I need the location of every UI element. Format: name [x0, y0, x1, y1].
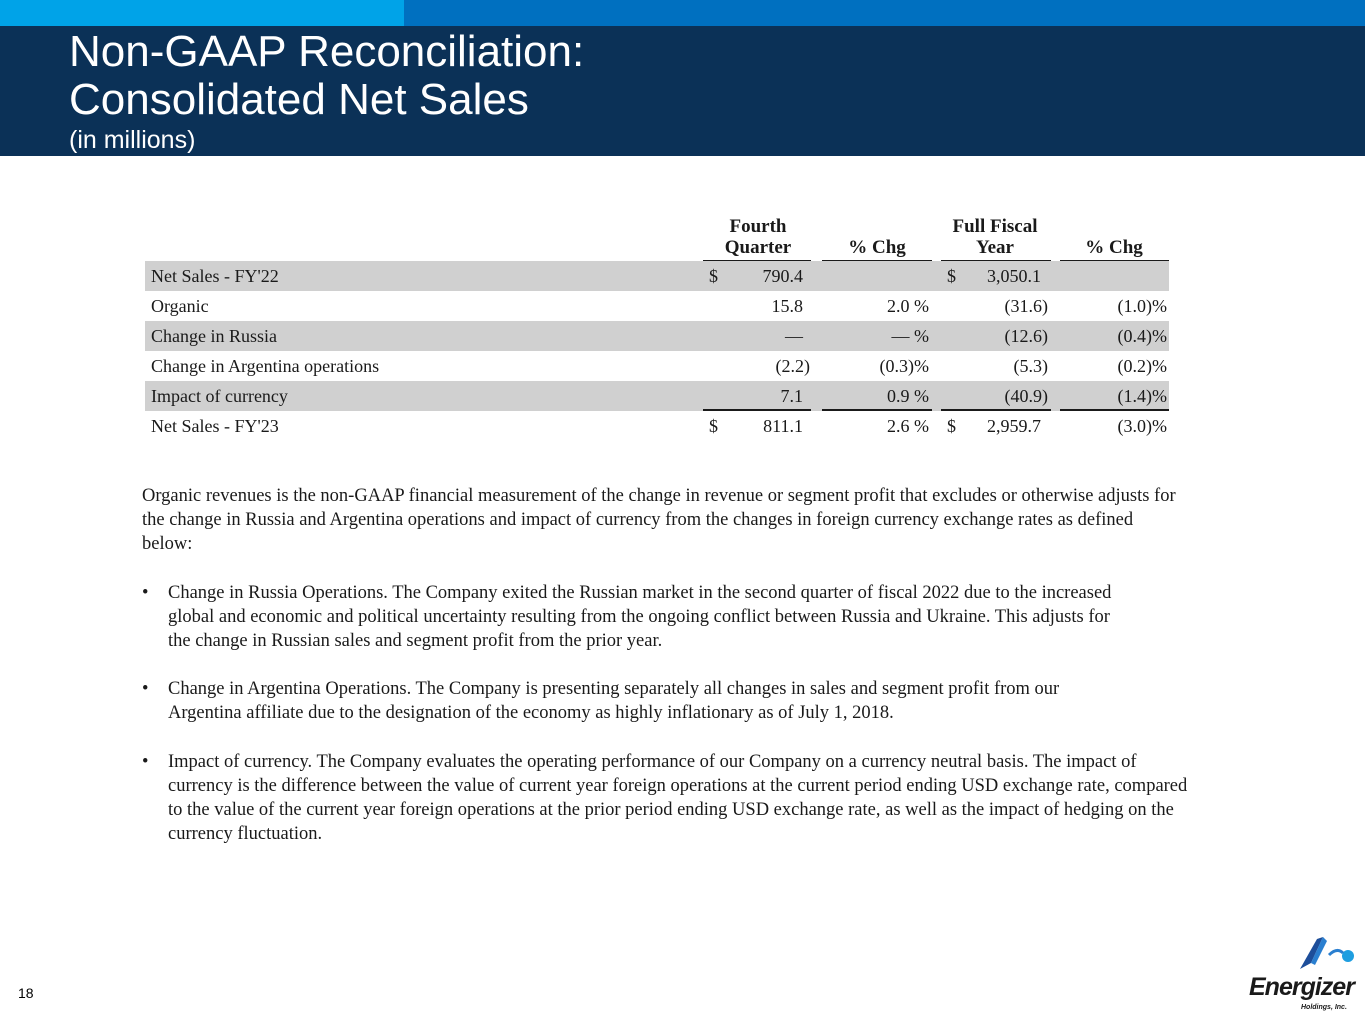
table-row-organic: [145, 291, 1169, 321]
title-line-2: Consolidated Net Sales: [69, 75, 529, 124]
bullet-argentina-operations: [142, 677, 1187, 725]
row-label: Change in Argentina operations: [151, 356, 380, 376]
q4-value: 15.8: [771, 296, 803, 316]
fy-pct-chg: (1.0)%: [1117, 296, 1167, 316]
energizer-swoosh-icon: [1245, 933, 1357, 973]
bullet-marker: •: [142, 752, 149, 772]
fy-dollar-sign: $: [947, 416, 956, 436]
q4-pct-chg: [825, 261, 929, 291]
organic-revenue-definition: Organic revenues is the non-GAAP financial measurement of the change in revenue or segment profit that excludes or otherwise adjusts for the change in Russia and Argentina operations and impact of currency from the changes in foreign currency exchange rates as defined below:: [142, 486, 1176, 554]
energizer-logo: [1245, 933, 1357, 1015]
q4-value: —: [785, 326, 803, 346]
title-line-1: Non-GAAP Reconciliation:: [69, 27, 585, 76]
slide-subtitle: (in millions): [69, 126, 196, 154]
q4-value: (2.2): [775, 356, 810, 376]
col-header-fourth-quarter: [705, 216, 811, 258]
q4-value: 811.1: [763, 416, 803, 436]
page-number: 18: [18, 985, 34, 1001]
row-label: Organic: [151, 296, 209, 316]
col-header-fy-line1: Full Fiscal: [952, 216, 1038, 237]
fy-value: (31.6): [1004, 296, 1048, 316]
bullet-marker: •: [142, 583, 149, 603]
col-header-q4-line2: Quarter: [724, 237, 792, 258]
col-header-fy-line2: Year: [976, 237, 1014, 258]
q4-dollar-sign: $: [709, 266, 718, 286]
q4-pct-chg: 2.0 %: [887, 296, 929, 316]
fy-pct-chg: (3.0)%: [1117, 416, 1167, 436]
q4-pct-chg: (0.3)%: [879, 356, 929, 376]
col-header-full-fiscal-year: [941, 216, 1049, 258]
fy-pct-chg: [1060, 261, 1167, 291]
fy-value: (40.9): [1004, 386, 1048, 406]
q4-value: 7.1: [780, 386, 803, 406]
bullet-marker: •: [142, 679, 149, 699]
table-row-net-sales-fy23: [145, 411, 1169, 441]
slide-header: [0, 26, 1365, 156]
top-accent-bar: [0, 0, 404, 26]
reconciliation-table: [145, 216, 1170, 440]
q4-dollar-sign: $: [709, 416, 718, 436]
fy-pct-chg: (0.4)%: [1117, 326, 1167, 346]
col-header-chg-year: % Chg: [1085, 237, 1143, 258]
bullet-text: Change in Argentina Operations. The Company is presenting separately all changes in sales and segment profit from our Argentina affiliate due to the designation of the economy as highly inflationary as of July 1, 2018.: [168, 679, 1060, 723]
bullet-russia-operations: [142, 581, 1187, 653]
table-row-impact-of-currency: [145, 381, 1169, 411]
slide-title: [69, 28, 584, 124]
q4-pct-chg: — %: [891, 326, 929, 346]
fy-dollar-sign: $: [947, 266, 956, 286]
bullet-text: Impact of currency. The Company evaluates the operating performance of our Company on a currency neutral basis. The impact of currency is the difference between the value of current year foreign operations at the current period ending USD exchange rate, compared to the value of the current year foreign operations at the prior period ending USD exchange rate, as well as the impact of hedging on the currency fluctuation.: [168, 752, 1188, 844]
fy-value: (5.3): [1013, 356, 1048, 376]
fy-pct-chg: (1.4)%: [1117, 386, 1167, 406]
row-label: Change in Russia: [151, 326, 277, 346]
row-label: Impact of currency: [151, 386, 288, 406]
fy-pct-chg: (0.2)%: [1117, 356, 1167, 376]
fy-value: 2,959.7: [987, 416, 1041, 436]
row-label: Net Sales - FY'22: [151, 266, 279, 286]
logo-subtext: Holdings, Inc.: [1301, 1004, 1347, 1011]
q4-pct-chg: 2.6 %: [887, 416, 929, 436]
table-row-change-in-russia: [145, 321, 1169, 351]
logo-wordmark: Energizer: [1249, 973, 1354, 1001]
fy-value: 3,050.1: [987, 266, 1041, 286]
bullet-text: Change in Russia Operations. The Company exited the Russian market in the second quarter of fiscal 2022 due to the increased global and economic and political uncertainty resulting from the ongoing conflict between Russia and Ukraine. This adjusts for the change in Russian sales and segment profit from the prior year.: [168, 583, 1112, 651]
col-header-q4-line1: Fourth: [729, 216, 787, 237]
table-row-change-in-argentina: [145, 351, 1169, 381]
q4-value: 790.4: [762, 266, 803, 286]
col-header-chg-quarter: % Chg: [848, 237, 906, 258]
fy-value: (12.6): [1004, 326, 1048, 346]
bullet-impact-of-currency: [142, 750, 1187, 846]
table-row-net-sales-fy22: [145, 261, 1169, 291]
q4-pct-chg: 0.9 %: [887, 386, 929, 406]
row-label: Net Sales - FY'23: [151, 416, 279, 436]
